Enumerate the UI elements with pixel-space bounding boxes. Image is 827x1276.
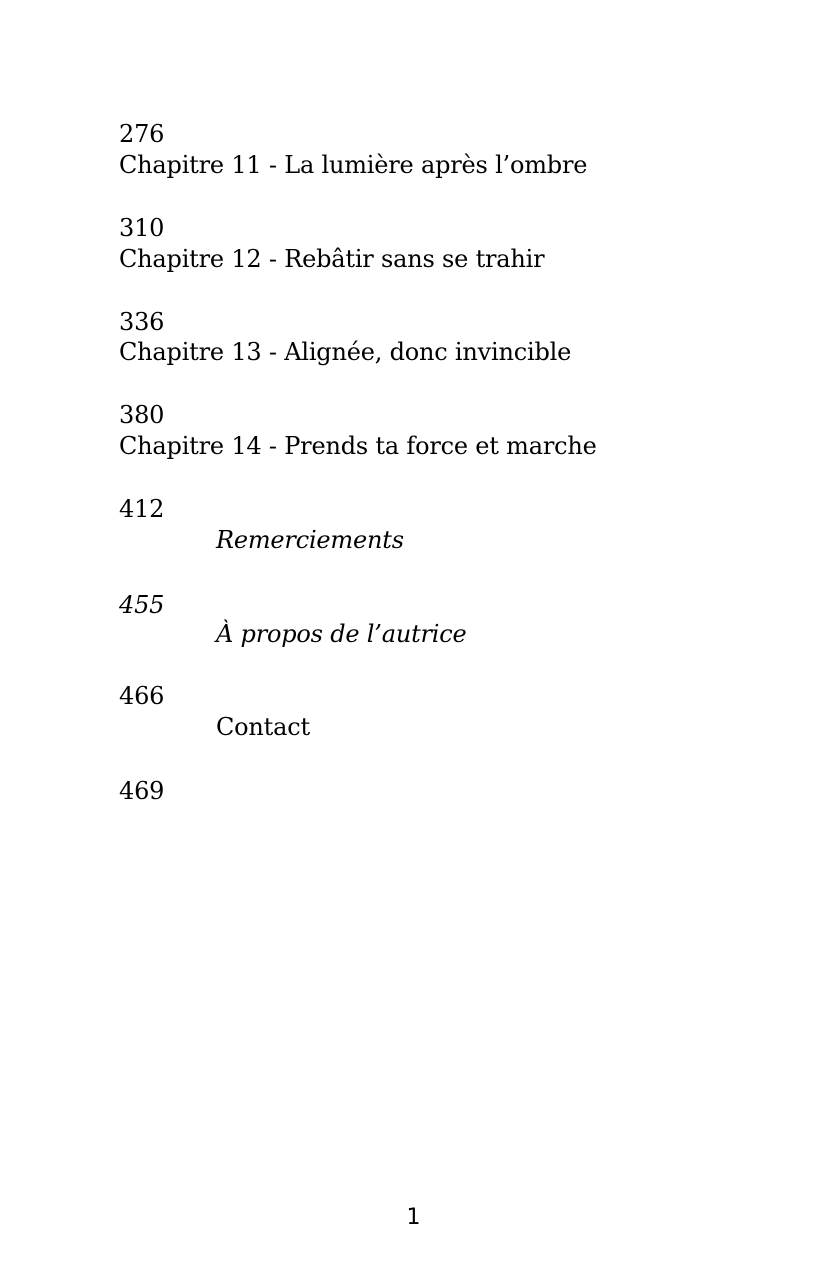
toc-page-number: 466 [119,682,165,710]
toc-entry-remerciements: Remerciements [216,526,404,554]
toc-page-number: 412 [119,495,165,523]
toc-page-number: 276 [119,120,165,148]
page-number: 1 [406,1205,421,1230]
toc-page-number: 455 [119,591,165,619]
toc-entry-contact: Contact [216,713,310,741]
toc-entry-chapter-13: Chapitre 13 - Alignée, donc invincible [119,338,572,366]
toc-page-number: 310 [119,214,165,242]
toc-page-number: 469 [119,777,165,805]
toc-entry-chapter-14: Chapitre 14 - Prends ta force et marche [119,432,597,460]
toc-page-number: 336 [119,308,165,336]
toc-entry-a-propos: À propos de l’autrice [216,620,467,648]
toc-entry-chapter-11: Chapitre 11 - La lumière après l’ombre [119,151,588,179]
toc-page-number: 380 [119,401,165,429]
toc-entry-chapter-12: Chapitre 12 - Rebâtir sans se trahir [119,245,545,273]
